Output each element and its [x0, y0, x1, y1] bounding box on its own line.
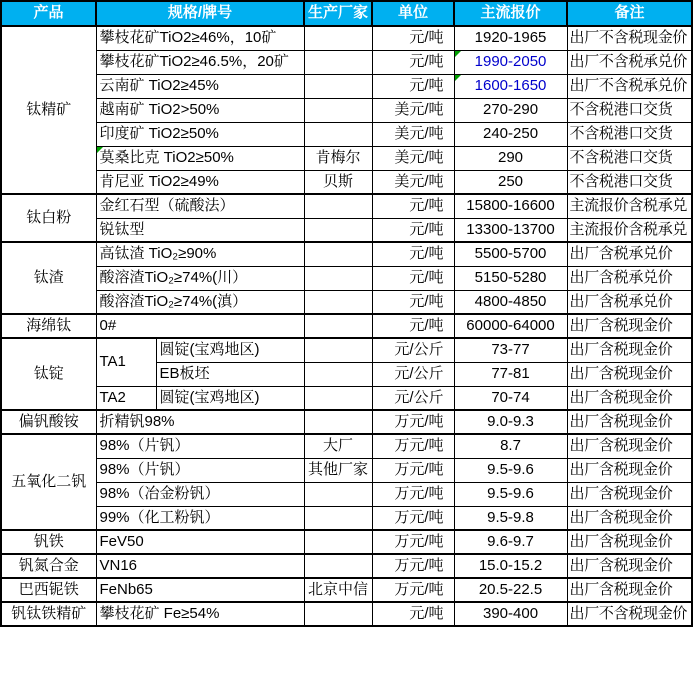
cell-manufacturer[interactable]: [304, 386, 372, 410]
cell-spec[interactable]: FeNb65: [96, 578, 304, 602]
col-header-unit: 单位: [372, 1, 454, 26]
cell-manufacturer[interactable]: [304, 50, 372, 74]
cell-note[interactable]: 主流报价含税承兑: [567, 218, 692, 242]
table-row: [1, 26, 692, 50]
cell-note[interactable]: 出厂含税现金价: [567, 386, 692, 410]
cell-spec[interactable]: 云南矿 TiO2≥45%: [96, 74, 304, 98]
comment-marker-icon: [455, 51, 461, 57]
table-row: [1, 386, 692, 410]
cell-price[interactable]: 77-81: [454, 362, 567, 386]
cell-note[interactable]: 出厂含税现金价: [567, 338, 692, 362]
cell-product[interactable]: 钛精矿: [1, 26, 96, 194]
table-row: [1, 554, 692, 578]
cell-note[interactable]: 出厂含税现金价: [567, 410, 692, 434]
cell-unit[interactable]: 元/吨: [372, 74, 454, 98]
cell-price[interactable]: 9.5-9.6: [454, 482, 567, 506]
cell-unit[interactable]: 元/吨: [372, 314, 454, 338]
cell-unit[interactable]: 元/吨: [372, 194, 454, 218]
comment-marker-icon: [455, 75, 461, 81]
cell-grade[interactable]: TA2: [96, 386, 156, 410]
cell-price[interactable]: 9.6-9.7: [454, 530, 567, 554]
table-row: [1, 74, 692, 98]
cell-note[interactable]: 出厂含税现金价: [567, 458, 692, 482]
cell-product[interactable]: 钛白粉: [1, 194, 96, 242]
cell-price[interactable]: 240-250: [454, 122, 567, 146]
cell-unit[interactable]: 美元/吨: [372, 146, 454, 170]
table-row: [1, 194, 692, 218]
cell-spec[interactable]: 酸溶渣TiO₂≥74%(滇）: [96, 290, 304, 314]
cell-note[interactable]: 出厂含税承兑价: [567, 290, 692, 314]
cell-manufacturer[interactable]: [304, 314, 372, 338]
table-row: [1, 266, 692, 290]
cell-manufacturer[interactable]: [304, 26, 372, 50]
col-header-note: 备注: [567, 1, 692, 26]
cell-manufacturer[interactable]: [304, 530, 372, 554]
cell-manufacturer[interactable]: [304, 74, 372, 98]
price-value: 1990-2050: [474, 52, 547, 70]
cell-manufacturer[interactable]: [304, 218, 372, 242]
cell-price[interactable]: 13300-13700: [454, 218, 567, 242]
header-row: [1, 1, 692, 26]
cell-price[interactable]: 4800-4850: [454, 290, 567, 314]
col-header-product: 产品: [1, 1, 96, 26]
cell-product[interactable]: 钒钛铁精矿: [1, 602, 96, 626]
cell-grade[interactable]: TA1: [96, 338, 156, 386]
cell-manufacturer[interactable]: [304, 122, 372, 146]
cell-price[interactable]: 15800-16600: [454, 194, 567, 218]
cell-spec[interactable]: 98%（片钒）: [96, 458, 304, 482]
cell-price[interactable]: 60000-64000: [454, 314, 567, 338]
cell-unit[interactable]: 美元/吨: [372, 170, 454, 194]
cell-spec[interactable]: 越南矿 TiO2>50%: [96, 98, 304, 122]
cell-unit[interactable]: 万元/吨: [372, 506, 454, 530]
col-header-spec: 规格/牌号: [96, 1, 304, 26]
cell-note[interactable]: 主流报价含税承兑: [567, 194, 692, 218]
cell-price[interactable]: 250: [454, 170, 567, 194]
cell-spec-detail[interactable]: EB板坯: [156, 362, 304, 386]
cell-product[interactable]: 钛锭: [1, 338, 96, 410]
cell-note[interactable]: 出厂含税现金价: [567, 434, 692, 458]
cell-note[interactable]: 出厂不含税承兑价: [567, 74, 692, 98]
table-row: [1, 410, 692, 434]
cell-note[interactable]: 出厂含税现金价: [567, 314, 692, 338]
spec-value: 莫桑比克 TiO2≥50%: [99, 148, 234, 166]
cell-price[interactable]: 8.7: [454, 434, 567, 458]
cell-spec[interactable]: 酸溶渣TiO₂≥74%(川）: [96, 266, 304, 290]
cell-note[interactable]: 出厂含税现金价: [567, 506, 692, 530]
cell-unit[interactable]: 万元/吨: [372, 554, 454, 578]
table-row: [1, 482, 692, 506]
table-row: [1, 314, 692, 338]
cell-note[interactable]: 不含税港口交货: [567, 170, 692, 194]
cell-product[interactable]: 海绵钛: [1, 314, 96, 338]
cell-spec-detail[interactable]: 圆锭(宝鸡地区): [156, 386, 304, 410]
cell-spec[interactable]: 攀枝花矿TiO2≥46.5%，20矿: [96, 50, 304, 74]
cell-unit[interactable]: 美元/吨: [372, 122, 454, 146]
table-row: [1, 218, 692, 242]
cell-price[interactable]: [454, 50, 567, 74]
cell-manufacturer[interactable]: [304, 290, 372, 314]
cell-manufacturer[interactable]: [304, 266, 372, 290]
cell-unit[interactable]: 元/吨: [372, 50, 454, 74]
cell-manufacturer[interactable]: [304, 242, 372, 266]
cell-note[interactable]: 出厂含税现金价: [567, 554, 692, 578]
cell-price[interactable]: 9.5-9.8: [454, 506, 567, 530]
cell-manufacturer[interactable]: 其他厂家: [304, 458, 372, 482]
cell-price[interactable]: 290: [454, 146, 567, 170]
cell-unit[interactable]: 元/吨: [372, 26, 454, 50]
cell-spec[interactable]: VN16: [96, 554, 304, 578]
cell-manufacturer[interactable]: [304, 410, 372, 434]
table-row: [1, 458, 692, 482]
cell-spec[interactable]: FeV50: [96, 530, 304, 554]
col-header-price: 主流报价: [454, 1, 567, 26]
cell-unit[interactable]: 元/吨: [372, 218, 454, 242]
cell-spec[interactable]: 印度矿 TiO2≥50%: [96, 122, 304, 146]
cell-manufacturer[interactable]: [304, 362, 372, 386]
cell-manufacturer[interactable]: [304, 554, 372, 578]
cell-price[interactable]: 70-74: [454, 386, 567, 410]
cell-spec[interactable]: 肯尼亚 TiO2≥49%: [96, 170, 304, 194]
cell-unit[interactable]: 万元/吨: [372, 530, 454, 554]
cell-manufacturer[interactable]: 北京中信: [304, 578, 372, 602]
cell-unit[interactable]: 万元/吨: [372, 410, 454, 434]
cell-unit[interactable]: 元/吨: [372, 602, 454, 626]
cell-note[interactable]: 出厂含税承兑价: [567, 266, 692, 290]
table-row: [1, 602, 692, 626]
cell-price[interactable]: 1920-1965: [454, 26, 567, 50]
cell-spec[interactable]: 高钛渣 TiO₂≥90%: [96, 242, 304, 266]
cell-price[interactable]: 270-290: [454, 98, 567, 122]
cell-unit[interactable]: 元/公斤: [372, 338, 454, 362]
cell-price[interactable]: 9.0-9.3: [454, 410, 567, 434]
cell-note[interactable]: 出厂含税现金价: [567, 578, 692, 602]
cell-note[interactable]: 不含税港口交货: [567, 122, 692, 146]
cell-unit[interactable]: 元/公斤: [372, 362, 454, 386]
cell-manufacturer[interactable]: 肯梅尔: [304, 146, 372, 170]
cell-price[interactable]: 9.5-9.6: [454, 458, 567, 482]
table-row: [1, 338, 692, 362]
cell-manufacturer[interactable]: [304, 482, 372, 506]
cell-note[interactable]: 出厂不含税现金价: [567, 26, 692, 50]
table-row: [1, 170, 692, 194]
table-row: [1, 530, 692, 554]
table-row: [1, 146, 692, 170]
cell-spec[interactable]: [96, 146, 304, 170]
cell-price[interactable]: 5500-5700: [454, 242, 567, 266]
cell-price[interactable]: [454, 74, 567, 98]
col-header-manufacturer: 生产厂家: [304, 1, 372, 26]
cell-product[interactable]: 偏钒酸铵: [1, 410, 96, 434]
table-row: [1, 50, 692, 74]
cell-product[interactable]: 巴西铌铁: [1, 578, 96, 602]
cell-product[interactable]: 钒氮合金: [1, 554, 96, 578]
cell-manufacturer[interactable]: [304, 338, 372, 362]
cell-spec[interactable]: 金红石型（硫酸法）: [96, 194, 304, 218]
cell-spec[interactable]: 攀枝花矿TiO2≥46%，10矿: [96, 26, 304, 50]
cell-spec[interactable]: 98%（片钒）: [96, 434, 304, 458]
cell-manufacturer[interactable]: [304, 602, 372, 626]
cell-unit[interactable]: 元/吨: [372, 242, 454, 266]
cell-spec[interactable]: 99%（化工粉钒）: [96, 506, 304, 530]
cell-unit[interactable]: 美元/吨: [372, 98, 454, 122]
comment-marker-icon: [97, 147, 103, 153]
cell-note[interactable]: 出厂含税现金价: [567, 362, 692, 386]
table-row: [1, 578, 692, 602]
cell-unit[interactable]: 万元/吨: [372, 482, 454, 506]
cell-spec[interactable]: 锐钛型: [96, 218, 304, 242]
cell-spec[interactable]: 0#: [96, 314, 304, 338]
table-row: [1, 242, 692, 266]
cell-manufacturer[interactable]: [304, 194, 372, 218]
cell-price[interactable]: 73-77: [454, 338, 567, 362]
cell-note[interactable]: 不含税港口交货: [567, 146, 692, 170]
cell-manufacturer[interactable]: 大厂: [304, 434, 372, 458]
table-row: [1, 98, 692, 122]
cell-note[interactable]: 出厂含税现金价: [567, 530, 692, 554]
cell-manufacturer[interactable]: [304, 506, 372, 530]
cell-unit[interactable]: 万元/吨: [372, 434, 454, 458]
cell-spec-detail[interactable]: 圆锭(宝鸡地区): [156, 338, 304, 362]
cell-price[interactable]: 390-400: [454, 602, 567, 626]
table-row: [1, 290, 692, 314]
table-row: [1, 506, 692, 530]
cell-note[interactable]: 出厂不含税现金价: [567, 602, 692, 626]
cell-note[interactable]: 出厂不含税承兑价: [567, 50, 692, 74]
cell-product[interactable]: 钛渣: [1, 242, 96, 314]
cell-price[interactable]: 5150-5280: [454, 266, 567, 290]
cell-note[interactable]: 不含税港口交货: [567, 98, 692, 122]
cell-unit[interactable]: 元/公斤: [372, 386, 454, 410]
cell-product[interactable]: 钒铁: [1, 530, 96, 554]
cell-price[interactable]: 20.5-22.5: [454, 578, 567, 602]
cell-spec[interactable]: 98%（冶金粉钒）: [96, 482, 304, 506]
cell-spec[interactable]: 攀枝花矿 Fe≥54%: [96, 602, 304, 626]
cell-unit[interactable]: 万元/吨: [372, 578, 454, 602]
cell-note[interactable]: 出厂含税现金价: [567, 482, 692, 506]
cell-spec[interactable]: 折精钒98%: [96, 410, 304, 434]
cell-manufacturer[interactable]: [304, 98, 372, 122]
cell-unit[interactable]: 万元/吨: [372, 458, 454, 482]
cell-manufacturer[interactable]: 贝斯: [304, 170, 372, 194]
cell-unit[interactable]: 元/吨: [372, 290, 454, 314]
table-row: [1, 122, 692, 146]
cell-product[interactable]: 五氧化二钒: [1, 434, 96, 530]
cell-unit[interactable]: 元/吨: [372, 266, 454, 290]
cell-price[interactable]: 15.0-15.2: [454, 554, 567, 578]
price-value: 1600-1650: [474, 76, 547, 94]
cell-note[interactable]: 出厂含税承兑价: [567, 242, 692, 266]
table-row: [1, 434, 692, 458]
